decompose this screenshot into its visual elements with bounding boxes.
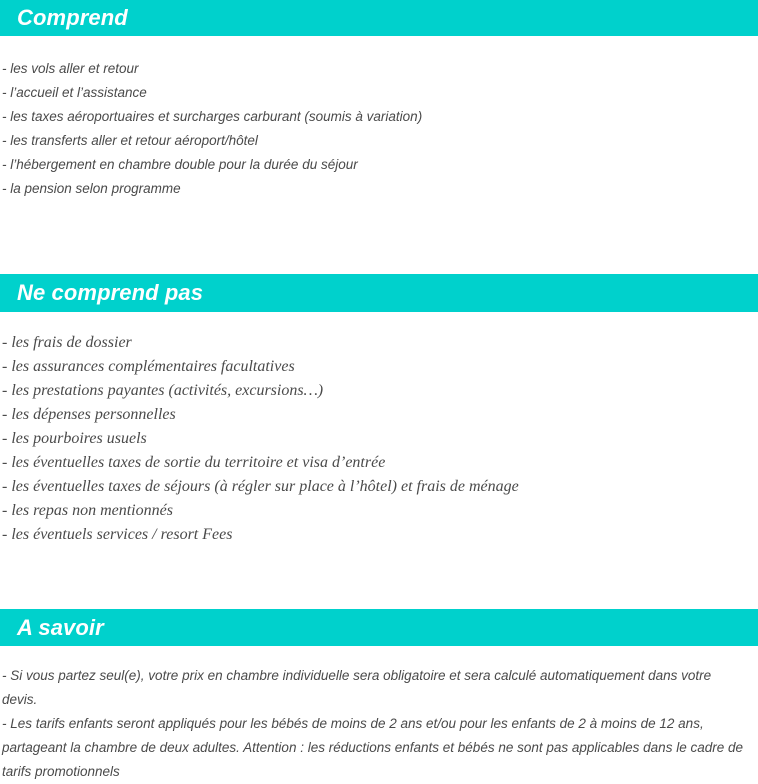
list-item: - les assurances complémentaires facultatives: [2, 358, 295, 375]
list-item: - les dépenses personnelles: [2, 406, 176, 423]
list-item: - les transferts aller et retour aéroport/hôtel: [2, 133, 258, 148]
section-body-ne-comprend-pas: [0, 331, 758, 547]
spacer: [0, 201, 758, 274]
section-comprend: [0, 0, 758, 274]
section-ne-comprend-pas: [0, 274, 758, 609]
spacer: [0, 646, 758, 664]
list-item: - l’accueil et l’assistance: [2, 85, 147, 100]
list-item: - la pension selon programme: [2, 181, 181, 196]
section-body-a-savoir: [0, 664, 758, 784]
paragraph: - Si vous partez seul(e), votre prix en chambre individuelle sera obligatoire et sera calculé automatiquement dans votre devis.: [2, 668, 712, 707]
list-item: - les éventuelles taxes de séjours (à régler sur place à l’hôtel) et frais de ménage: [2, 478, 519, 495]
list-item: - les éventuelles taxes de sortie du territoire et visa d’entrée: [2, 454, 386, 471]
list-item: - les repas non mentionnés: [2, 502, 173, 519]
list-item: - les pourboires usuels: [2, 430, 147, 447]
list-item: - les frais de dossier: [2, 334, 132, 351]
list-item: - les vols aller et retour: [2, 61, 139, 76]
list-item: - l’hébergement en chambre double pour la durée du séjour: [2, 157, 358, 172]
spacer: [0, 547, 758, 609]
spacer: [0, 312, 758, 331]
section-header-ne-comprend-pas: Ne comprend pas: [0, 274, 758, 312]
section-a-savoir: [0, 609, 758, 784]
section-header-a-savoir: A savoir: [0, 609, 758, 646]
spacer: [0, 36, 758, 57]
list-item: - les taxes aéroportuaires et surcharges carburant (soumis à variation): [2, 109, 423, 124]
list-item: - les prestations payantes (activités, excursions…): [2, 382, 324, 399]
section-body-comprend: [0, 57, 758, 201]
list-item: - les éventuels services / resort Fees: [2, 526, 233, 543]
section-header-comprend: Comprend: [0, 0, 758, 36]
paragraph: - Les tarifs enfants seront appliqués pour les bébés de moins de 2 ans et/ou pour les enfants de 2 à moins de 12 ans, partageant la chambre de deux adultes. Attention : les réductions enfants et bébés ne sont pas applicables dans le cadre de tarifs promotionnels: [2, 716, 743, 779]
